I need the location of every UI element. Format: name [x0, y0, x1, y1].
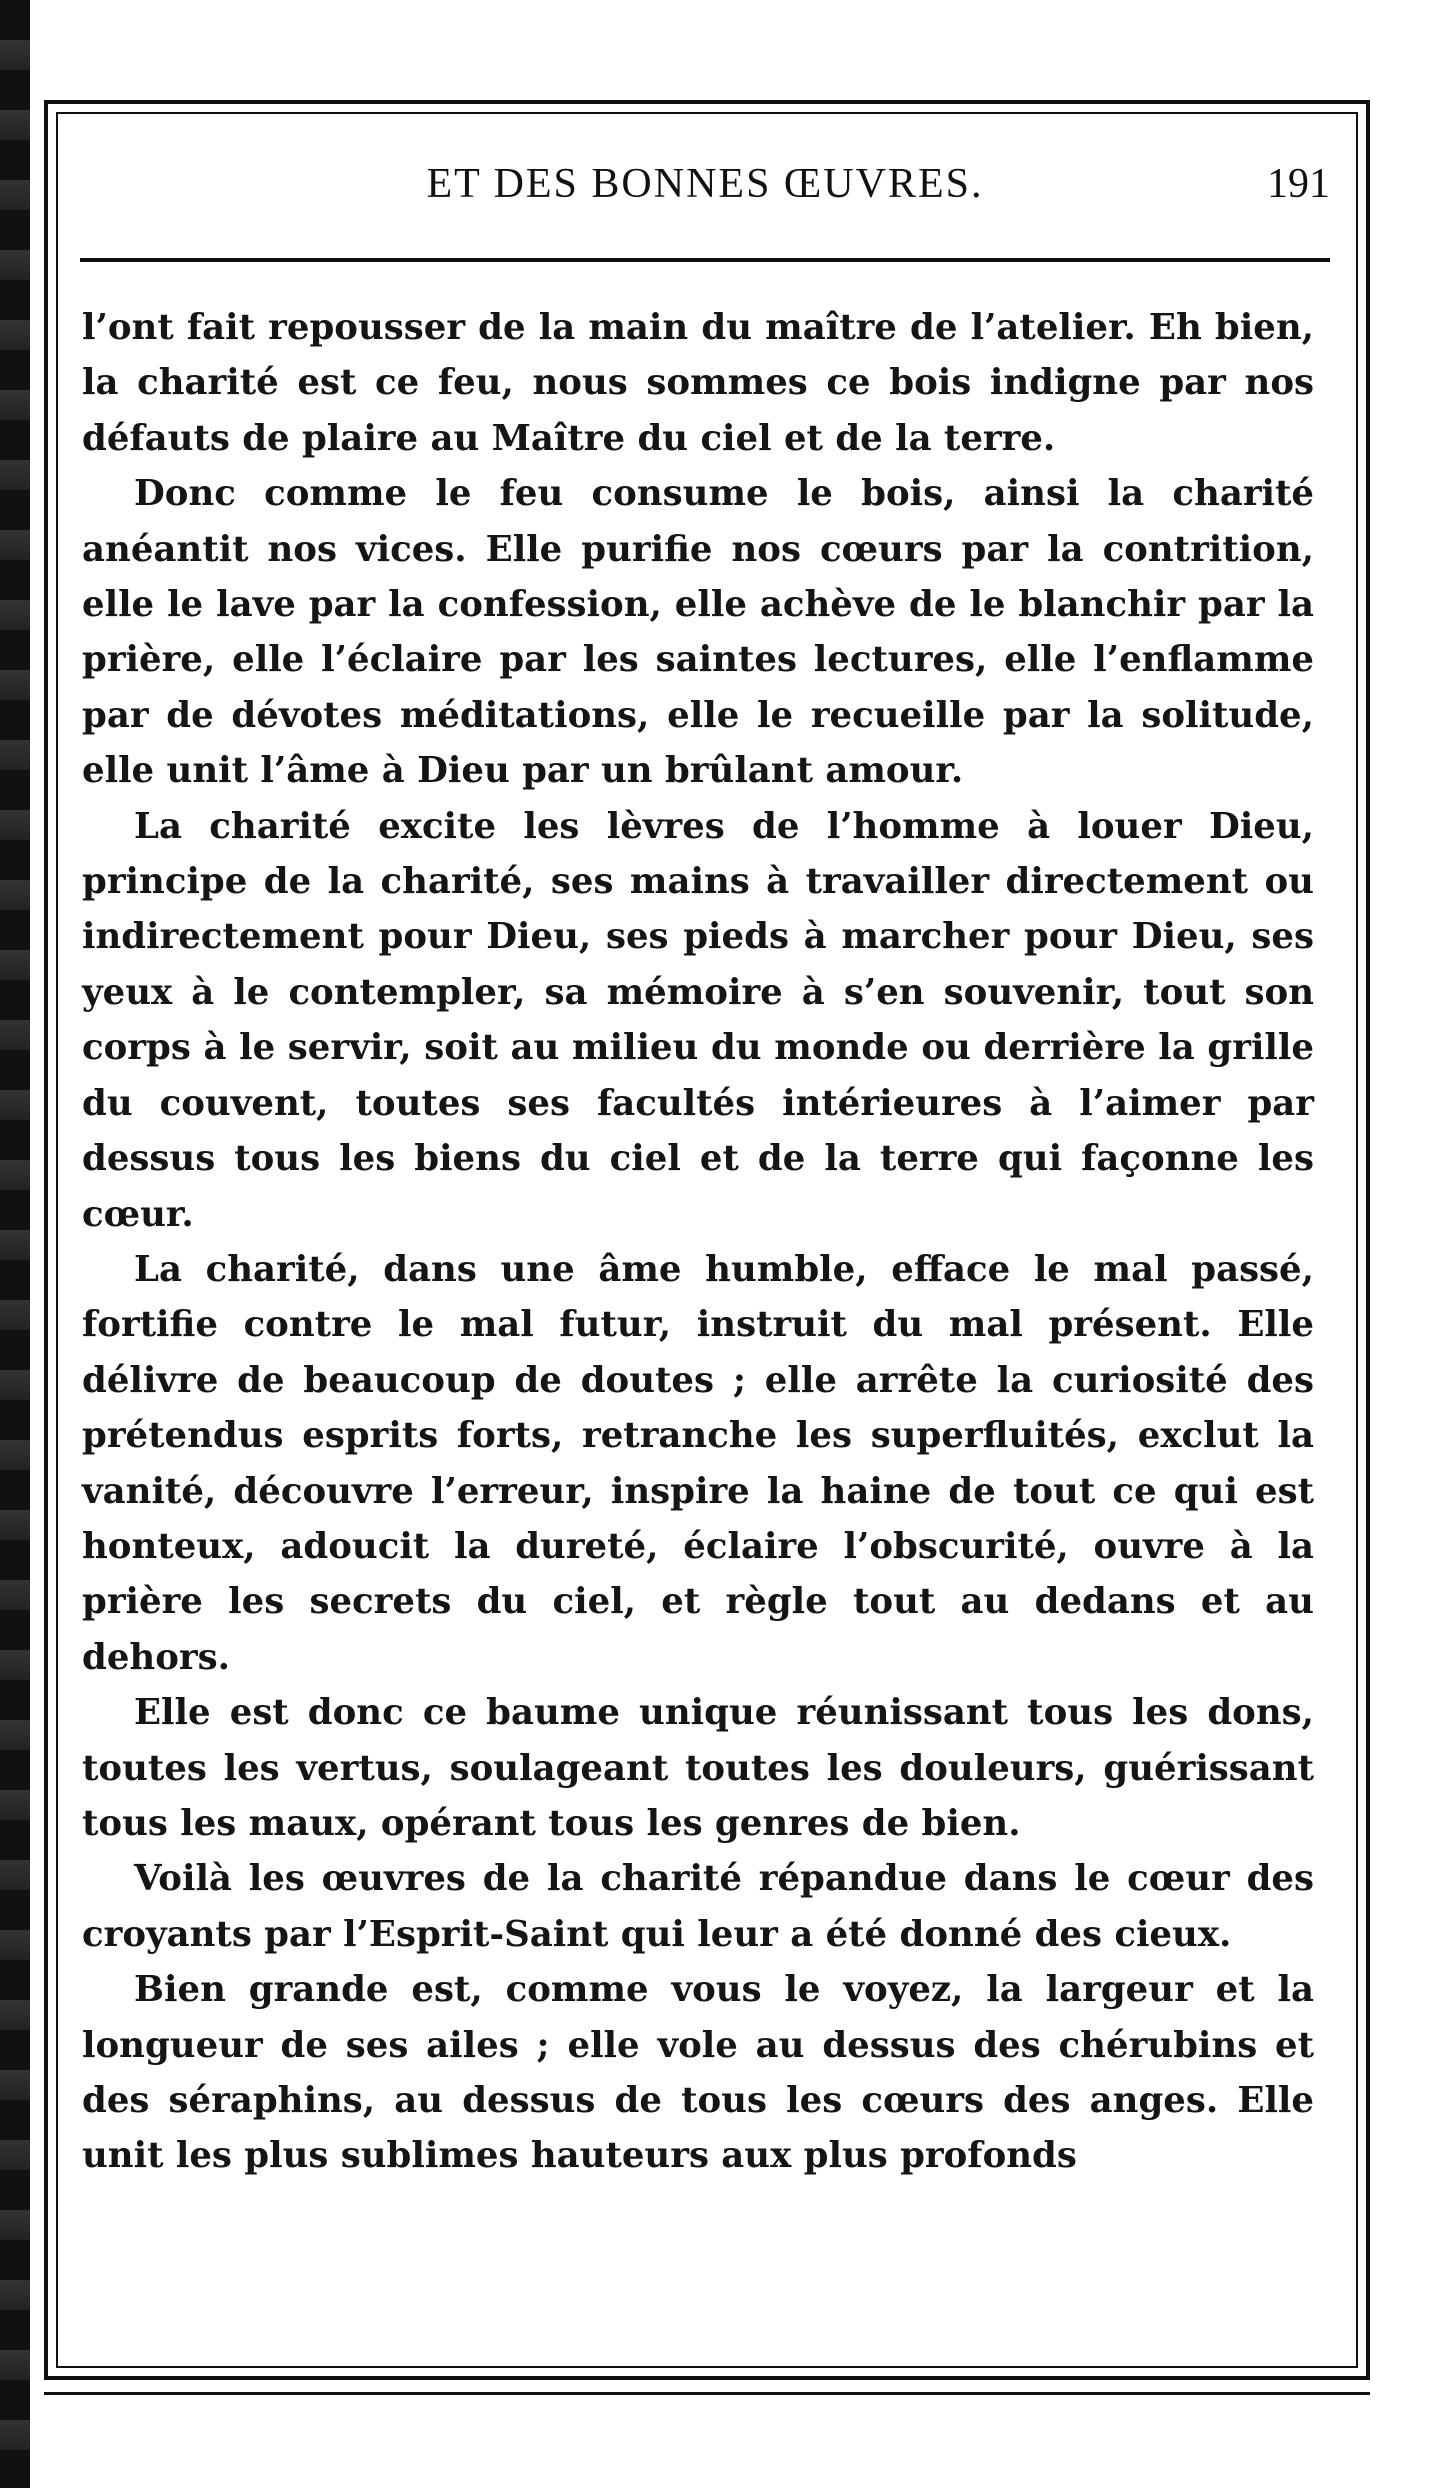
header-rule — [80, 258, 1330, 262]
paragraph-6: Voilà les œuvres de la charité répandue dans le cœur des croyants par l’Esprit-Saint qui leur a été donné des cieux. — [82, 1858, 1314, 1955]
page-frame-bottom-rule — [44, 2392, 1370, 2395]
paragraph-7: Bien grande est, comme vous le voyez, la largeur et la longueur de ses ailes ; elle vole au dessus des chérubins et des séraphins, au dessus de tous les cœurs des anges. Elle unit les plus sublimes hauteurs aux plus profonds — [82, 1969, 1314, 2177]
paragraph-1: l’ont fait repousser de la main du maître de l’atelier. Eh bien, la charité est ce feu, nous sommes ce bois indigne par nos défauts de plaire au Maître du ciel et de la terre. — [82, 307, 1314, 459]
paragraph-3: La charité excite les lèvres de l’homme à louer Dieu, principe de la charité, ses mains à travailler directement ou indirectement pour Dieu, ses pieds à marcher pour Dieu, ses yeux à le contempler, sa mémoire à s’en souvenir, tout son corps à le servir, soit au milieu du monde ou derrière la grille du couvent, toutes ses facultés intérieures à l’aimer par dessus tous les biens du ciel et de la terre qui façonne les cœur. — [82, 805, 1314, 1235]
paragraph-5: Elle est donc ce baume unique réunissant tous les dons, toutes les vertus, soulageant toutes les douleurs, guérissant tous les maux, opérant tous les genres de bien. — [82, 1692, 1314, 1844]
page-number: 191 — [1267, 161, 1330, 207]
page-header — [80, 150, 1330, 220]
paragraph-4: La charité, dans une âme humble, efface le mal passé, fortifie contre le mal futur, instruit du mal présent. Elle délivre de beaucoup de doutes ; elle arrête la curiosité des prétendus esprits forts, retranche les superfluités, exclut la vanité, découvre l’erreur, inspire la haine de tout ce qui est honteux, adoucit la dureté, éclaire l’obscurité, ouvre à la prière les secrets du ciel, et règle tout au dedans et au dehors. — [82, 1248, 1314, 1678]
paragraph-2: Donc comme le feu consume le bois, ainsi la charité anéantit nos vices. Elle purifie nos cœurs par la contrition, elle le lave par la confession, elle achève de le blanchir par la prière, elle l’éclaire par les saintes lectures, elle l’enflamme par de dévotes méditations, elle le recueille par la solitude, elle unit l’âme à Dieu par un brûlant amour. — [82, 473, 1314, 792]
book-binding-edge — [0, 0, 30, 2488]
page-body — [82, 300, 1314, 2184]
running-title: ET DES BONNES ŒUVRES. — [426, 161, 984, 207]
